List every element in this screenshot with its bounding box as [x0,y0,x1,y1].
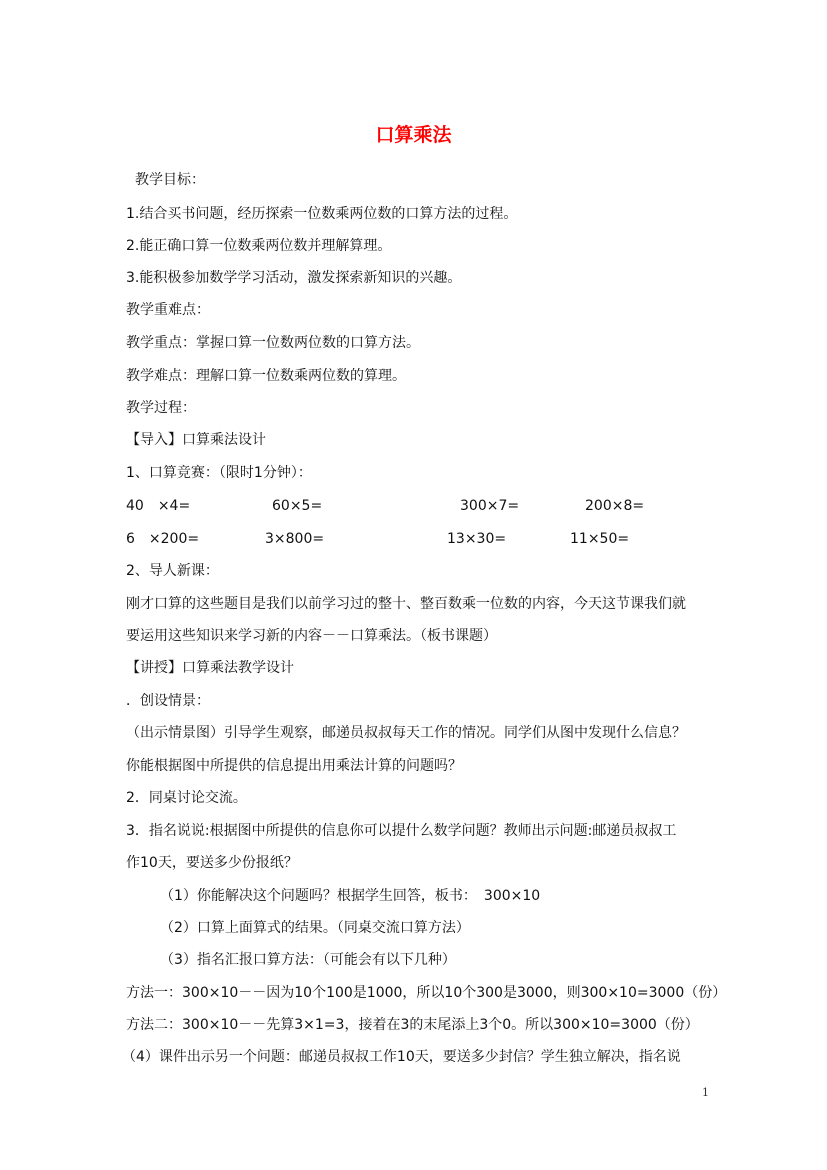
oral-item: 3×800= [265,531,325,547]
text-line: 教学过程： [126,400,196,416]
sub-item: （3）指名汇报口算方法：（可能会有以下几种） [160,952,456,968]
oral-item: 6 ×200= [126,531,200,547]
text-line: 教学难点：理解口算一位数乘两位数的算理。 [126,368,406,384]
oral-item: 40 ×4= [126,498,191,514]
text-line: 教学重点：掌握口算一位数两位数的口算方法。 [126,335,420,351]
text-line: ．创设情景： [126,693,210,709]
text-line: 1、口算竞赛：（限时1分钟）： [126,465,312,481]
text-line: 你能根据图中所提供的信息提出用乘法计算的问题吗？ [126,758,462,774]
sub-item: （2）口算上面算式的结果。（同桌交流口算方法） [160,920,470,936]
text-line: 3.能积极参加数学学习活动，激发探索新知识的兴趣。 [126,270,462,286]
text-line: （出示情景图）引导学生观察，邮递员叔叔每天工作的情况。同学们从图中发现什么信息？ [126,725,686,741]
method-line: （4）课件出示另一个问题：邮递员叔叔工作10天，要送多少封信？学生独立解决，指名说 [122,1049,681,1065]
text-line: 3．指名说说:根据图中所提供的信息你可以提什么数学问题？教师出示问题:邮递员叔叔工 [126,823,677,839]
text-line: 2.能正确口算一位数乘两位数并理解算理。 [126,238,392,254]
text-line: 刚才口算的这些题目是我们以前学习过的整十、整百数乘一位数的内容，今天这节课我们就 [126,596,686,612]
text-line: 2．同桌讨论交流。 [126,790,247,806]
oral-item: 13×30= [447,531,507,547]
oral-item: 11×50= [570,531,630,547]
text-line: 【讲授】口算乘法教学设计 [126,660,294,676]
text-line: 作10天，要送多少份报纸？ [126,855,298,871]
sub-item: （1）你能解决这个问题吗？根据学生回答，板书： 300×10 [160,888,541,904]
text-line: 教学目标： [135,172,205,188]
oral-item: 60×5= [272,498,323,514]
text-line: 教学重难点： [126,302,210,318]
method-line: 方法二：300×10－－先算3×1=3，接着在3的末尾添上3个0。所以300×10=3000（份） [126,1017,699,1033]
method-line: 方法一：300×10－－因为10个100是1000，所以10个300是3000，则300×10=3000（份） [126,985,727,1001]
page-title: 口算乘法 [375,124,452,146]
oral-item: 300×7= [460,498,520,514]
oral-item: 200×8= [585,498,645,514]
page-number: 1 [702,1086,709,1099]
text-line: 【导入】口算乘法设计 [126,432,266,448]
text-line: 1.结合买书问题，经历探索一位数乘两位数的口算方法的过程。 [126,206,518,222]
text-line: 2、导人新课： [126,563,219,579]
text-line: 要运用这些知识来学习新的内容－－口算乘法。（板书课题） [126,628,497,644]
